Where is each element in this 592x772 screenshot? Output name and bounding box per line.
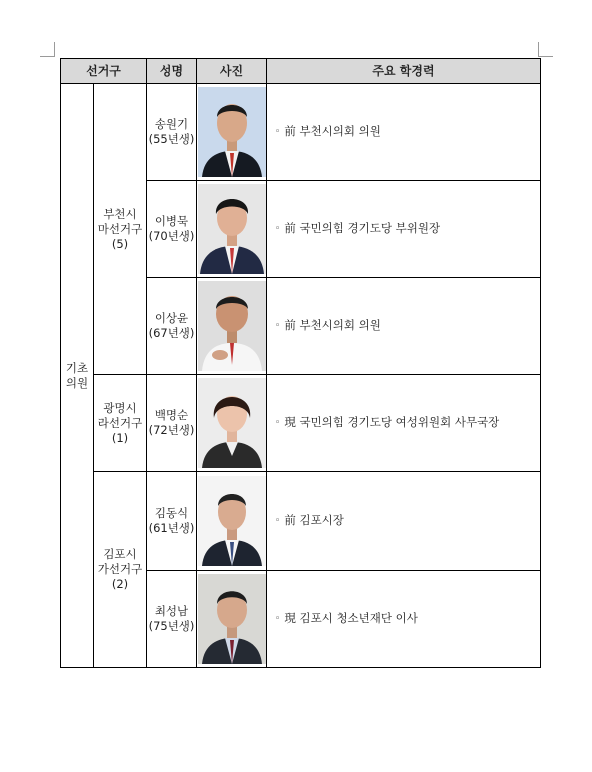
bullet-icon: ◦ [275,127,281,137]
crop-mark-right-h [538,56,553,57]
category-cell [61,84,94,668]
photo-cell [197,571,267,668]
candidate-photo [198,87,266,177]
bullet-icon: ◦ [275,614,281,624]
career-text: 前 김포시장 [284,513,344,527]
career-cell [267,181,541,278]
career-cell [267,278,541,375]
header-row [61,59,541,84]
header-name: 성명 [147,59,197,84]
career-cell [267,375,541,472]
header-career: 주요 학경력 [267,59,541,84]
photo-cell [197,278,267,375]
candidate-table [60,58,541,668]
career-cell [267,84,541,181]
crop-mark-right-v [538,42,539,56]
district-cell [94,472,147,668]
career-cell [267,472,541,571]
district-cell [94,84,147,375]
photo-cell [197,472,267,571]
candidate-birth: (55년생) [148,132,195,146]
header-district: 선거구 [61,59,147,84]
name-cell [147,375,197,472]
candidate-name: 최성남 [154,604,189,618]
district-label: 김포시 가선거구 (2) [97,547,143,591]
candidate-birth: (75년생) [148,619,195,633]
district-label: 부천시 마선거구 (5) [97,206,143,251]
name-cell [147,472,197,571]
photo-cell [197,375,267,472]
name-cell [147,571,197,668]
bullet-icon: ◦ [275,321,281,331]
career-text: 前 부천시의회 의원 [284,318,381,332]
candidate-birth: (70년생) [148,229,195,243]
header-photo: 사진 [197,59,267,84]
candidate-name: 이병묵 [154,214,189,228]
career-cell [267,571,541,668]
candidate-photo [198,574,266,664]
candidate-name: 송원기 [154,117,189,131]
table-row [61,375,541,472]
crop-mark-left-v [54,42,55,56]
bullet-icon: ◦ [275,224,281,234]
candidate-name: 김동식 [154,506,189,520]
candidate-photo [198,184,266,274]
photo-cell [197,84,267,181]
photo-cell [197,181,267,278]
name-cell [147,278,197,375]
candidate-photo [198,378,266,468]
candidate-birth: (67년생) [148,326,195,340]
candidate-birth: (72년생) [148,423,195,437]
category-label: 기초 의원 [65,360,89,390]
table-row [61,84,541,181]
candidate-photo [198,281,266,371]
career-text: 現 국민의힘 경기도당 여성위원회 사무국장 [284,415,500,429]
candidate-name: 이상윤 [154,311,189,325]
career-text: 前 부천시의회 의원 [284,124,381,138]
candidate-birth: (61년생) [148,521,195,535]
candidate-name: 백명순 [154,408,189,422]
bullet-icon: ◦ [275,516,281,526]
district-cell [94,375,147,472]
name-cell [147,181,197,278]
name-cell [147,84,197,181]
crop-mark-left-h [40,56,55,57]
candidate-photo [198,476,266,566]
table-row [61,472,541,571]
bullet-icon: ◦ [275,418,281,428]
career-text: 現 김포시 청소년재단 이사 [284,611,418,625]
career-text: 前 국민의힘 경기도당 부위원장 [284,221,441,235]
district-label: 광명시 라선거구 (1) [97,400,143,445]
